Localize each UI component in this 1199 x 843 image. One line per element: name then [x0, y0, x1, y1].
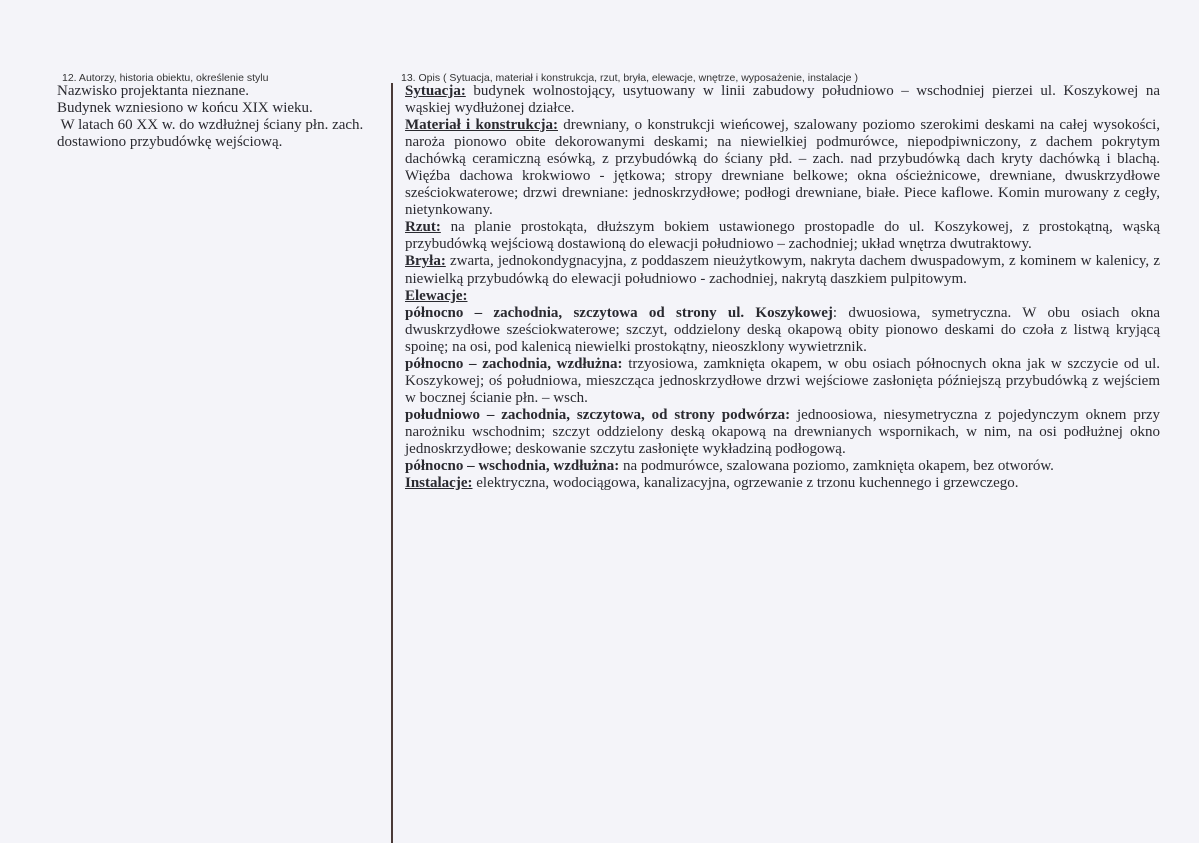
section-12-body	[57, 83, 387, 151]
elewacja-text: jednoosiowa, niesymetryczna z pojedynczym oknem przy narożniku wschodnim; szczyt oddzielony deską okapową na drewnianych wspornikach, w nim, na osi podłużnej okno jednoskrzydłowe; deskowanie szczytu zasłonięte wykładziną podłogową.	[405, 406, 1160, 457]
elewacja-text: na podmurówce, szalowana poziomo, zamknięta okapem, bez otworów.	[619, 458, 1054, 475]
text-sytuacja: budynek wolnostojący, usytuowany w linii zabudowy południowo – wschodniej pierzei ul. Koszykowej na wąskiej wydłużonej działce.	[405, 83, 1160, 117]
label-material: Materiał i konstrukcja:	[405, 117, 558, 134]
text-line: W latach 60 XX w. do wzdłużnej ściany płn. zach.	[57, 117, 364, 134]
paragraph-bryla	[405, 253, 1160, 287]
text-line: dostawiono przybudówkę wejściową.	[57, 134, 283, 151]
label-sytuacja: Sytuacja:	[405, 83, 466, 99]
paragraph-instalacje	[405, 475, 1160, 492]
label-rzut: Rzut:	[405, 219, 441, 236]
elewacja-label: północno – wschodnia, wzdłużna:	[405, 458, 620, 475]
paragraph-rzut	[405, 219, 1160, 253]
elewacja-text: : dwuosiowa, symetryczna. W obu osiach okna dwuskrzydłowe sześciokwaterowe; szczyt, oddzielony deską okapową obity pionowo deskami do czoła z listwą kryjącą spoinę; na osi, pod kalenicą niewielki prostokątny, nieoszklony wywietrznik.	[405, 304, 1161, 355]
section-12-header: 12. Autorzy, historia obiektu, określenie stylu	[62, 72, 269, 84]
elewacja-label: północno – zachodnia, szczytowa od strony ul. Koszykowej	[405, 304, 833, 321]
paragraph-sytuacja	[405, 83, 1160, 117]
text-instalacje: elektryczna, wodociągowa, kanalizacyjna, ogrzewanie z trzonu kuchennego i grzewczego.	[472, 475, 1019, 492]
paragraph-elewacje	[405, 288, 1160, 305]
text-bryla: zwarta, jednokondygnacyjna, z poddaszem nieużytkowym, nakryta dachem dwuspadowym, z kominem w kalenicy, z niewielką przybudówką do elewacji południowo - zachodniej, nakrytą daszkiem pulpitowym.	[405, 253, 1160, 287]
label-bryla: Bryła:	[405, 253, 446, 270]
label-instalacje: Instalacje:	[405, 475, 473, 492]
paragraph-material	[405, 117, 1160, 219]
section-13-body	[405, 83, 1160, 492]
elewacja-label: południowo – zachodnia, szczytowa, od strony podwórza:	[405, 406, 791, 423]
elewacja-label: północno – zachodnia, wzdłużna:	[405, 355, 623, 372]
section-13-header: 13. Opis ( Sytuacja, materiał i konstrukcja, rzut, bryła, elewacje, wnętrze, wyposażenie, instalacje )	[401, 72, 858, 84]
text-rzut: na planie prostokąta, dłuższym bokiem ustawionego prostopadle do ul. Koszykowej, z prostokątną, wąską przybudówką wejściową dostawioną do elewacji południowo – zachodniej; układ wnętrza dwutraktowy.	[405, 219, 1160, 253]
elewacja-text: trzyosiowa, zamknięta okapem, w obu osiach północnych okna jak w szczycie od ul. Koszykowej; oś południowa, mieszcząca jednoskrzydłowe drzwi wejściowe zasłonięta późniejszą przybudówką z wejściem w bocznej ścianie płn. – wsch.	[405, 355, 1161, 406]
text-line: Budynek wzniesiono w końcu XIX wieku.	[57, 100, 313, 117]
paragraph-elewacja	[405, 407, 1160, 458]
text-line: Nazwisko projektanta nieznane.	[57, 83, 250, 99]
column-divider	[391, 83, 393, 843]
label-elewacje: Elewacje:	[405, 287, 468, 304]
paragraph-elewacja	[405, 305, 1160, 356]
text-material: drewniany, o konstrukcji wieńcowej, szalowany poziomo szerokimi deskami na całej wysokości, naroża pionowo obite dekorowanymi deskami; na niewielkiej podmurówce, niepodpiwniczony, z dachem pokrytym dachówką ceramiczną esówką, z przybudówką do ściany płd. – zach. nad przybudówką dach kryty dachówką i blachą. Więźba dachowa krokwiowo - jętkowa; stropy drewniane belkowe; okna ościeżnicowe, drewniane, dwuskrzydłowe sześciokwaterowe; drzwi drewniane: jednoskrzydłowe; podłogi drewniane, białe. Piece kaflowe. Komin murowany z cegły, nietynkowany.	[405, 117, 1160, 219]
paragraph-elewacja	[405, 356, 1160, 407]
paragraph-elewacja	[405, 458, 1160, 475]
